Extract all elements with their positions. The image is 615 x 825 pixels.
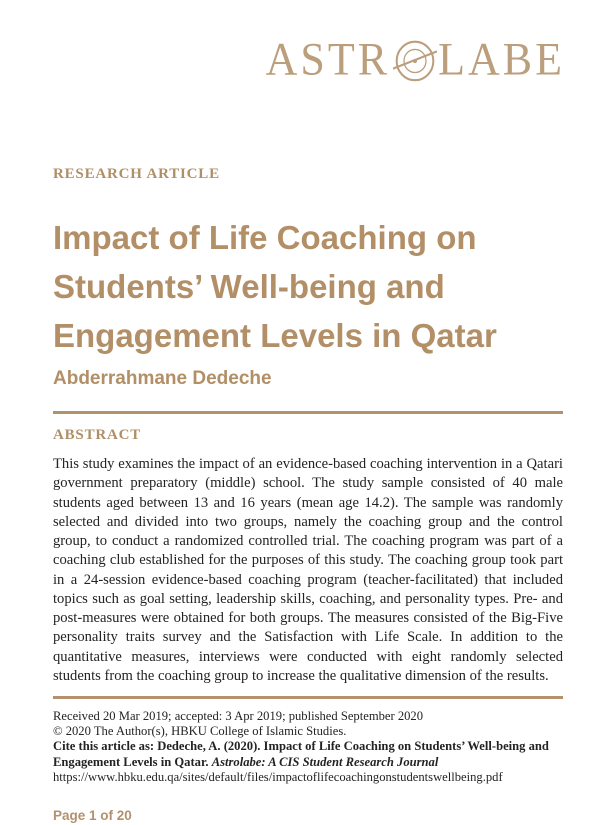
citation-line: [53, 739, 563, 769]
article-metadata: [53, 709, 563, 785]
copyright-line: © 2020 The Author(s), HBKU College of Islamic Studies.: [53, 724, 347, 739]
abstract-text: This study examines the impact of an evidence-based coaching intervention in a Qatari government preparatory (middle) school. The study sample consisted of 40 male students aged between 13 and 16 years (mean age 14.2). The sample was randomly selected and divided into two groups, namely the coaching group and the control group, to conduct a randomized controlled trial. The coaching program was part of a coaching club established for the purposes of this study. The coaching group took part in a 24-session evidence-based coaching program (teacher-facilitated) that included topics such as goal setting, leadership skills, coaching, and personality types. Pre- and post-measures were obtained for both groups. The measures consisted of the Big-Five personality traits survey and the Satisfaction with Life Scale. In addition to the quantitative measures, interviews were conducted with eight randomly selected students from the coaching group to increase the qualitative dimension of the results.: [53, 456, 563, 684]
article-title-line-2: Students’ Well-being and: [53, 268, 445, 305]
divider-rule-bottom: [53, 696, 563, 699]
article-url-line: [53, 770, 563, 785]
astrolabe-logo: [265, 33, 565, 86]
journal-name: Astrolabe: A CIS Student Research Journal: [211, 754, 439, 769]
author-name: Abderrahmane Dedeche: [53, 368, 272, 389]
citation-label: Cite this article as:: [53, 739, 155, 754]
divider-rule-top: [53, 411, 563, 414]
article-type-label: RESEARCH ARTICLE: [53, 166, 220, 182]
received-dates-line: Received 20 Mar 2019; accepted: 3 Apr 2019; published September 2020: [53, 709, 424, 723]
article-title-line-1: Impact of Life Coaching on: [53, 219, 477, 256]
abstract-heading: ABSTRACT: [53, 427, 142, 443]
page-number-indicator: Page 1 of 20: [53, 808, 132, 823]
article-url-link[interactable]: https://www.hbku.edu.qa/sites/default/files/impactoflifecoachingonstudentswellbeing.pdf: [53, 769, 503, 784]
logo-text-left: ASTR: [265, 33, 391, 86]
logo-text-right: LABE: [438, 33, 565, 86]
article-title: [53, 213, 583, 360]
article-title-line-3: Engagement Levels in Qatar: [53, 317, 497, 354]
citation-text: Dedeche, A. (2020). Impact of Life Coaching on Students’ Well-being and Engagement Levels in Qatar.: [53, 739, 549, 769]
astrolabe-o-icon: [393, 37, 437, 83]
